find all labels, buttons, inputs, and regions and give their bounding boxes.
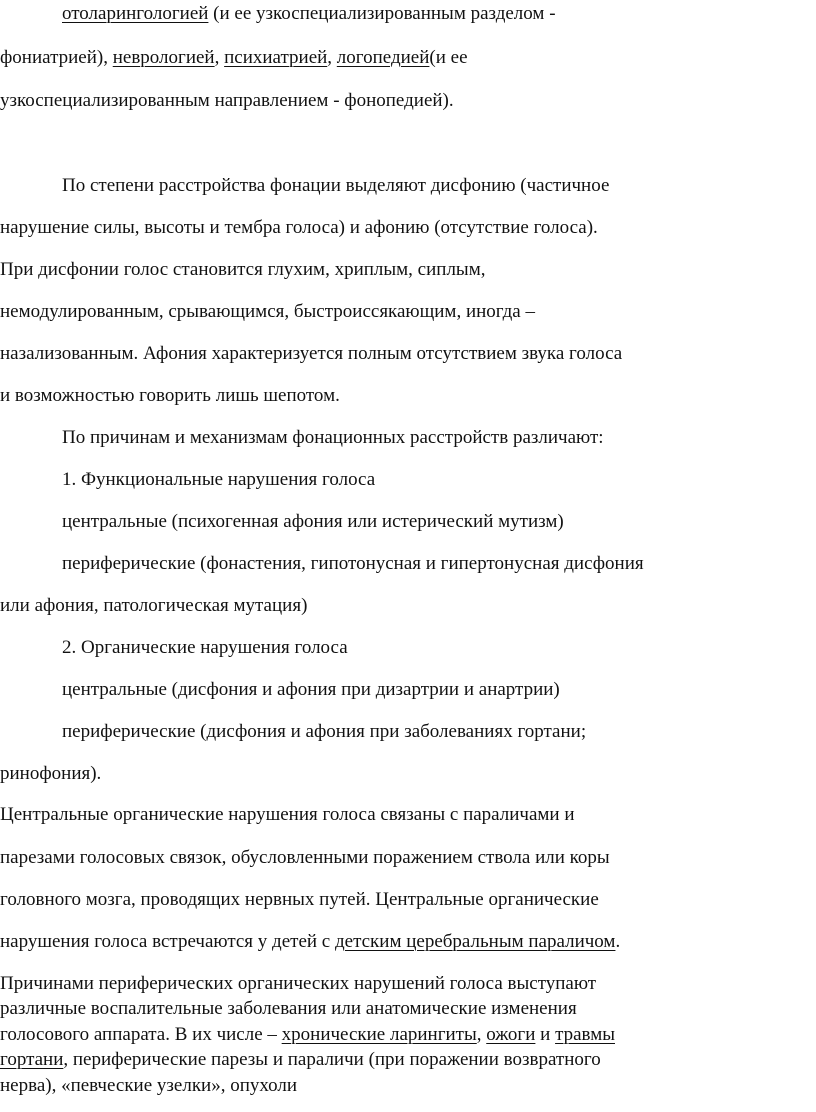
link-larynx-trauma-part-1[interactable]: травмы: [555, 1024, 615, 1045]
link-logopedics[interactable]: логопедией: [336, 47, 430, 68]
p1-line-2: [0, 46, 468, 70]
organic-central: центральные (дисфония и афония при дизартрии и анартрии): [62, 679, 560, 700]
p2-line-5: назализованным. Афония характеризуется полным отсутствием звука голоса: [0, 343, 623, 364]
p1-line-2-text-4: (и ее: [429, 47, 468, 68]
p3-line-2: парезами голосовых связок, обусловленными поражением ствола или коры: [0, 847, 610, 868]
p2-line-6: и возможностью говорить лишь шепотом.: [0, 385, 340, 406]
p1-line-1-text: (и ее узкоспециализированным разделом -: [208, 3, 556, 24]
p1-line-1: [62, 2, 556, 26]
p4-line-5: нерва), «певческие узелки», опухоли: [0, 1075, 298, 1096]
link-otolaryngology[interactable]: отоларингологией: [62, 3, 209, 24]
p4-line-2: различные воспалительные заболевания или анатомические изменения: [0, 998, 577, 1019]
p1-line-3: узкоспециализированным направлением - фонопедией).: [0, 90, 454, 111]
p4-line-4: [0, 1048, 601, 1072]
functional-central: центральные (психогенная афония или истерический мутизм): [62, 511, 564, 532]
p3-line-4: [0, 930, 620, 954]
p3-line-1: Центральные органические нарушения голоса связаны с параличами и: [0, 804, 575, 825]
p1-line-2-text-3: ,: [327, 47, 337, 68]
link-larynx-trauma-part-2[interactable]: гортани: [0, 1049, 64, 1070]
p4-line-3: [0, 1023, 615, 1047]
p4-line-3-text: голосового аппарата. В их числе –: [0, 1024, 282, 1045]
link-neurology[interactable]: неврологией: [112, 47, 215, 68]
p4-line-3-sep-2: и: [535, 1024, 556, 1045]
link-psychiatry[interactable]: психиатрией: [224, 47, 328, 68]
organic-peripheral-1: периферические (дисфония и афония при заболеваниях гортани;: [62, 721, 587, 742]
p1-line-2-text-2: ,: [214, 47, 225, 68]
link-cerebral-palsy[interactable]: детским церебральным параличом: [334, 931, 616, 952]
p4-line-4-text: , периферические парезы и параличи (при поражении возвратного: [63, 1049, 601, 1070]
organic-peripheral-2: ринофония).: [0, 763, 102, 784]
p2-line-1: По степени расстройства фонации выделяют дисфонию (частичное: [62, 175, 610, 196]
p2-line-2: нарушение силы, высоты и тембра голоса) и афонию (отсутствие голоса).: [0, 217, 598, 238]
functional-heading: 1. Функциональные нарушения голоса: [62, 469, 376, 490]
p4-line-1: Причинами периферических органических нарушений голоса выступают: [0, 973, 597, 994]
p3-line-4-text: нарушения голоса встречаются у детей с: [0, 931, 335, 952]
functional-peripheral-2: или афония, патологическая мутация): [0, 595, 308, 616]
p3-line-4-end: .: [615, 931, 621, 952]
classification-intro: По причинам и механизмам фонационных расстройств различают:: [62, 427, 604, 448]
functional-peripheral-1: периферические (фонастения, гипотонусная и гипертонусная дисфония: [62, 553, 644, 574]
link-burns[interactable]: ожоги: [486, 1024, 536, 1045]
p2-line-4: немодулированным, срывающимся, быстроиссякающим, иногда –: [0, 301, 535, 322]
p4-line-3-sep-1: ,: [476, 1024, 487, 1045]
p1-line-2-text-1: фониатрией),: [0, 47, 113, 68]
p3-line-3: головного мозга, проводящих нервных путей. Центральные органические: [0, 889, 599, 910]
organic-heading: 2. Органические нарушения голоса: [62, 637, 348, 658]
link-chronic-laryngitis[interactable]: хронические ларингиты: [281, 1024, 477, 1045]
p2-line-3: При дисфонии голос становится глухим, хриплым, сиплым,: [0, 259, 486, 280]
